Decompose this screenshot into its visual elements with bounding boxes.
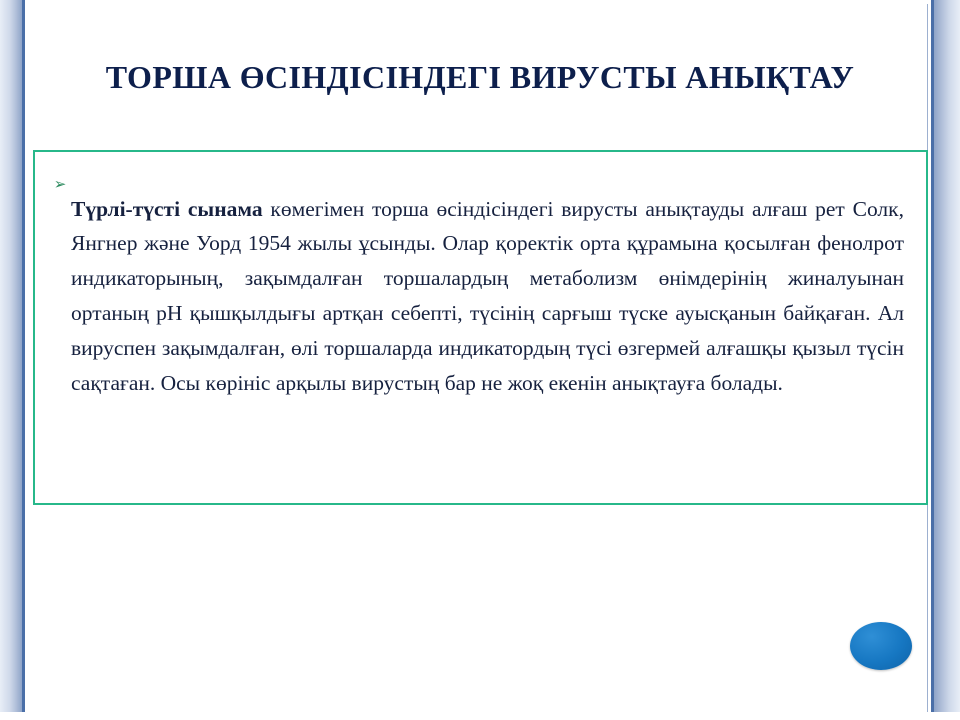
paragraph-lead-term: Түрлі-түсті сынама <box>71 196 263 221</box>
content-body-box <box>33 150 928 505</box>
left-accent-line <box>22 0 25 720</box>
left-decorative-band <box>0 0 22 720</box>
paragraph-text: көмегімен торша өсіндісіндегі вирусты анықтауды алғаш рет Солк, Янгнер және Уорд 1954 жылы ұсынды. Олар қоректік орта құрамына қосылған фенолрот индикаторының, зақымдалған торшалардың метаболизм өнімдерінің жиналуынан ортаның pH қышқылдығы артқан себепті, түсінің сарғыш түске ауысқанын байқаған. Ал вируспен зақымдалған, өлі торшаларда индикатордың түсі өзгермей алғашқы қызыл түсін сақтаған. Осы көрініс арқылы вирустың бар не жоқ екенін анықтауға болады. <box>71 196 904 395</box>
next-slide-button[interactable] <box>850 622 912 670</box>
list-item <box>35 152 926 422</box>
page-title: ТОРША ӨСІНДІСІНДЕГІ ВИРУСТЫ АНЫҚТАУ <box>105 59 855 96</box>
arrow-bullet-icon: ➢ <box>53 177 67 193</box>
right-accent-line <box>931 0 934 720</box>
bottom-edge-spacer <box>0 712 960 720</box>
top-edge-spacer <box>25 0 931 4</box>
right-decorative-band <box>934 0 960 720</box>
body-paragraph <box>71 192 904 401</box>
